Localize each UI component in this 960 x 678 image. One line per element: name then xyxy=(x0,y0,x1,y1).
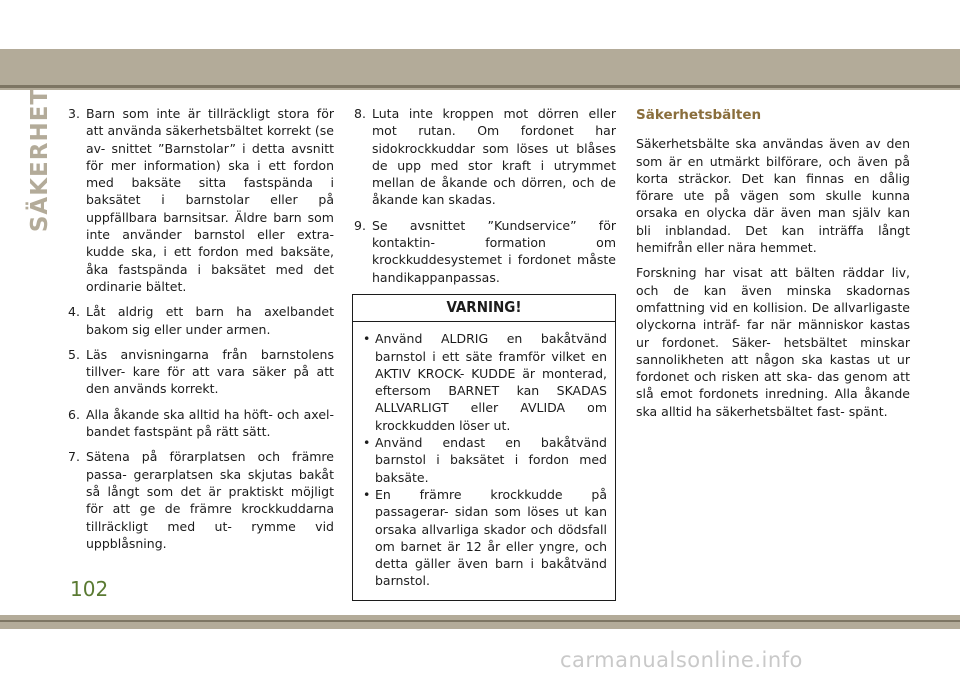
middle-column xyxy=(352,105,616,601)
item-text: Se avsnittet ”Kundservice” för kontaktin- formation om krockkuddesystemet i fordonet måste handikappanpassas. xyxy=(372,217,616,285)
warning-bullet xyxy=(361,434,607,486)
warning-bullet-text: Använd ALDRIG en bakåtvänd barnstol i ett säte framför vilket en AKTIV KROCK- KUDDE är monterad, eftersom BARNET kan SKADAS ALLVARLIGT eller AVLIDA om krockkudden löser ut. xyxy=(375,331,607,433)
warning-box xyxy=(352,294,616,601)
list-item-7 xyxy=(66,448,334,552)
header-band xyxy=(0,49,960,90)
page-number: 102 xyxy=(70,577,109,601)
paragraph: Forskning har visat att bälten räddar liv, och de kan även minska skadornas omfattning vid en kollision. De allvarligaste olyckorna inträf- far när människor kastas ur fordonet. Säker- hetsbältet minskar sannolikheten att någon ska kastas ut ur fordonet och risken att ska- das genom att slå emot fordonets inredning. Alla åkande ska alltid ha säkerhetsbältet fast- spänt. xyxy=(636,265,910,419)
item-text: Låt aldrig ett barn ha axelbandet bakom sig eller under armen. xyxy=(86,304,334,337)
section-tab xyxy=(20,87,60,233)
bullet-dot: • xyxy=(363,435,371,451)
item-text: Luta inte kroppen mot dörren eller mot rutan. Om fordonet har sidokrockkuddar som löses ut blåses de upp med stor kraft i utrymmet mellan de åkande och dörren, och de åkande kan skadas. xyxy=(372,106,616,208)
list-item-8 xyxy=(352,105,616,209)
header-stripe xyxy=(0,85,960,88)
warning-body xyxy=(353,322,615,599)
right-column xyxy=(636,105,910,428)
bullet-dot: • xyxy=(363,486,371,502)
warning-title: VARNING! xyxy=(353,295,615,322)
item-text: Barn som inte är tillräckligt stora för att använda säkerhetsbältet korrekt (se av- snittet ”Barnstolar” i detta avsnitt för mer information) ska i ett fordon med baksäte sitta fastspända i baksätet i barnstolar eller på uppfällbara barnsitsar. Äldre barn som inte använder barnstol eller extra- kudde ska, i ett fordon med baksäte, åka fastspända i baksätet med det ordinarie bältet. xyxy=(86,106,334,294)
item-number: 4. xyxy=(68,304,80,320)
item-text: Läs anvisningarna från barnstolens tillver- kare för att vara säker på att den används korrekt. xyxy=(86,346,334,397)
list-item-6 xyxy=(66,406,334,441)
item-text: Alla åkande ska alltid ha höft- och axel- bandet fastspänt på rätt sätt. xyxy=(86,406,334,440)
warning-bullet-text: Använd endast en bakåtvänd barnstol i baksätet i fordon med baksäte. xyxy=(375,435,607,485)
list-item-9 xyxy=(352,217,616,286)
warning-bullet xyxy=(361,486,607,590)
watermark: carmanualsonline.info xyxy=(560,648,803,672)
footer-stripe xyxy=(0,620,960,622)
left-column xyxy=(66,105,334,560)
item-number: 6. xyxy=(68,406,80,422)
list-item-3 xyxy=(66,105,334,295)
item-number: 9. xyxy=(354,217,366,233)
list-item-5 xyxy=(66,346,334,398)
section-tab-label: SÄKERHET xyxy=(27,87,53,233)
paragraph: Säkerhetsbälte ska användas även av den som är en utmärkt bilförare, och även på korta sträckor. Det kan finnas en dålig förare ute på vägen som skulle kunna orsaka en olycka där även man själv kan bli inblandad. Det kan inträffa långt hemifrån eller nära hemmet. xyxy=(636,136,910,256)
section-heading: Säkerhetsbälten xyxy=(636,107,762,123)
item-number: 7. xyxy=(68,449,80,465)
item-text: Sätena på förarplatsen och främre passa- gerarplatsen ska skjutas bakåt så långt som det är praktiskt möjligt för att ge de främre krockkuddarna tillräckligt med ut- rymme vid uppblåsning. xyxy=(86,449,334,551)
warning-bullet xyxy=(361,330,607,434)
warning-bullet-text: En främre krockkudde på passagerar- sidan som löses ut kan orsaka allvarliga skador och dödsfall om barnet är 12 år eller yngre, och detta gäller även barn i bakåtvänd barnstol. xyxy=(375,486,607,589)
list-item-4 xyxy=(66,303,334,338)
item-number: 3. xyxy=(68,106,80,121)
footer-band xyxy=(0,615,960,629)
item-number: 5. xyxy=(68,346,80,362)
item-number: 8. xyxy=(354,106,366,121)
bullet-dot: • xyxy=(363,331,371,347)
